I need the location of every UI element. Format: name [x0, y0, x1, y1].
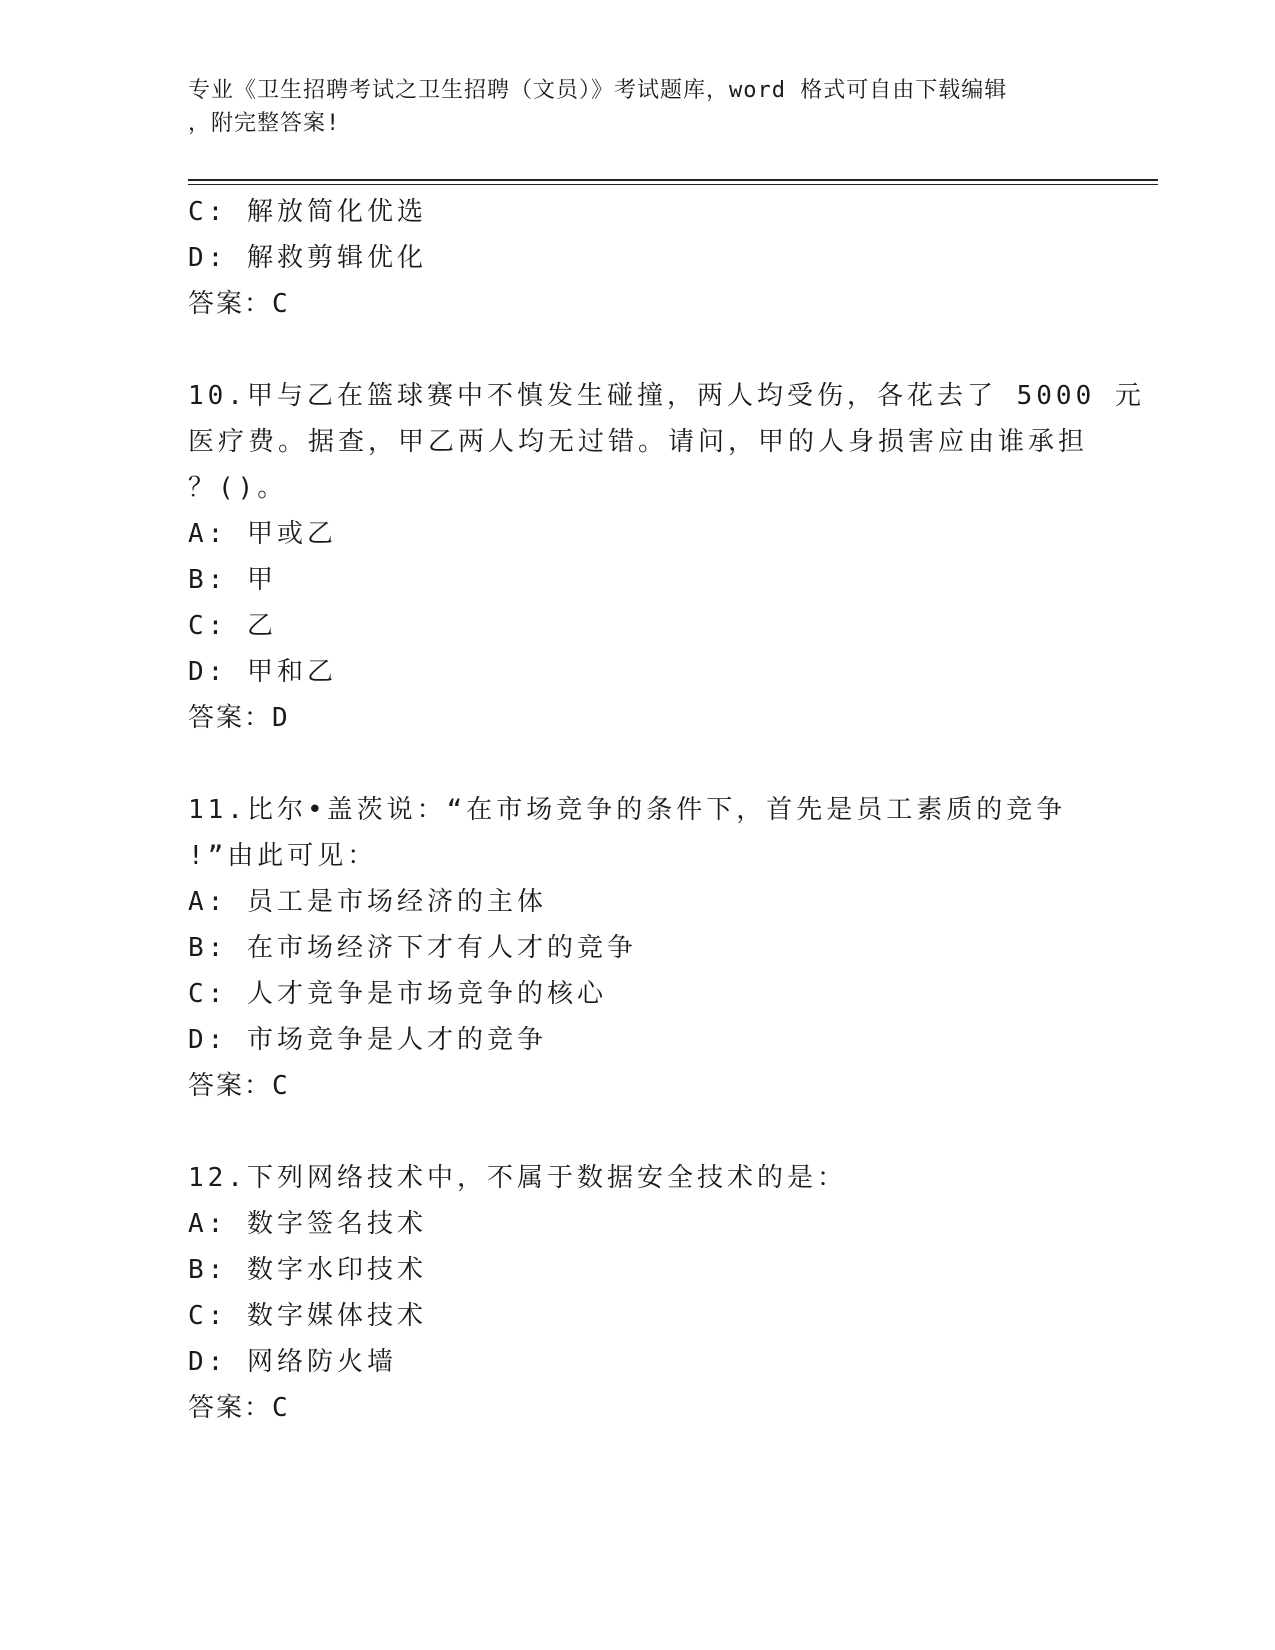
- answer-value: C: [272, 1071, 288, 1101]
- document-header: [188, 74, 1088, 140]
- answer-value: D: [272, 703, 288, 733]
- option-a: A: 数字签名技术: [188, 1209, 427, 1239]
- question-11: [188, 787, 1088, 1109]
- question-spacer: [188, 327, 1088, 373]
- question-stem: !”由此可见：: [188, 841, 378, 871]
- header-line-1: 专业《卫生招聘考试之卫生招聘（文员）》考试题库，word 格式可自由下载编辑: [188, 78, 1008, 103]
- prev-question-block: [188, 189, 1088, 327]
- option-b: B: 甲: [188, 565, 277, 595]
- question-stem: 10.甲与乙在篮球赛中不慎发生碰撞，两人均受伤，各花去了 5000 元: [188, 381, 1145, 411]
- answer-line: [188, 1385, 1088, 1431]
- question-12: [188, 1155, 1088, 1431]
- question-10: [188, 373, 1145, 741]
- option-d: D: 市场竞争是人才的竞争: [188, 1025, 547, 1055]
- answer-line: [188, 1063, 1088, 1109]
- question-spacer: [188, 741, 1088, 787]
- option-c: C: 数字媒体技术: [188, 1301, 427, 1331]
- header-line-2: ，附完整答案!: [188, 111, 341, 136]
- option-a: A: 员工是市场经济的主体: [188, 887, 547, 917]
- option-c: C: 人才竞争是市场竞争的核心: [188, 979, 607, 1009]
- option-d: D: 网络防火墙: [188, 1347, 397, 1377]
- option-b: B: 在市场经济下才有人才的竞争: [188, 933, 637, 963]
- question-stem: 12.下列网络技术中，不属于数据安全技术的是：: [188, 1163, 847, 1193]
- option-b: B: 数字水印技术: [188, 1255, 427, 1285]
- question-stem: 11.比尔•盖茨说：“在市场竞争的条件下，首先是员工素质的竞争: [188, 795, 1067, 825]
- option-c: C: 解放简化优选: [188, 197, 427, 227]
- question-stem: 医疗费。据查，甲乙两人均无过错。请问，甲的人身损害应由谁承担: [188, 427, 1089, 457]
- answer-label: 答案：: [188, 703, 273, 733]
- question-stem: ？()。: [188, 473, 288, 503]
- answer-line: [188, 281, 1088, 327]
- answer-value: C: [272, 1393, 288, 1423]
- option-d: D: 解救剪辑优化: [188, 243, 427, 273]
- question-content: [188, 189, 1145, 1431]
- header-divider-top: [188, 179, 1158, 181]
- option-a: A: 甲或乙: [188, 519, 337, 549]
- question-spacer: [188, 1109, 1088, 1155]
- option-c: C: 乙: [188, 611, 277, 641]
- option-d: D: 甲和乙: [188, 657, 337, 687]
- answer-label: 答案：: [188, 1393, 273, 1423]
- header-divider-bottom: [188, 184, 1158, 185]
- answer-value: C: [272, 289, 288, 319]
- answer-label: 答案：: [188, 1071, 273, 1101]
- answer-label: 答案：: [188, 289, 273, 319]
- answer-line: [188, 695, 1088, 741]
